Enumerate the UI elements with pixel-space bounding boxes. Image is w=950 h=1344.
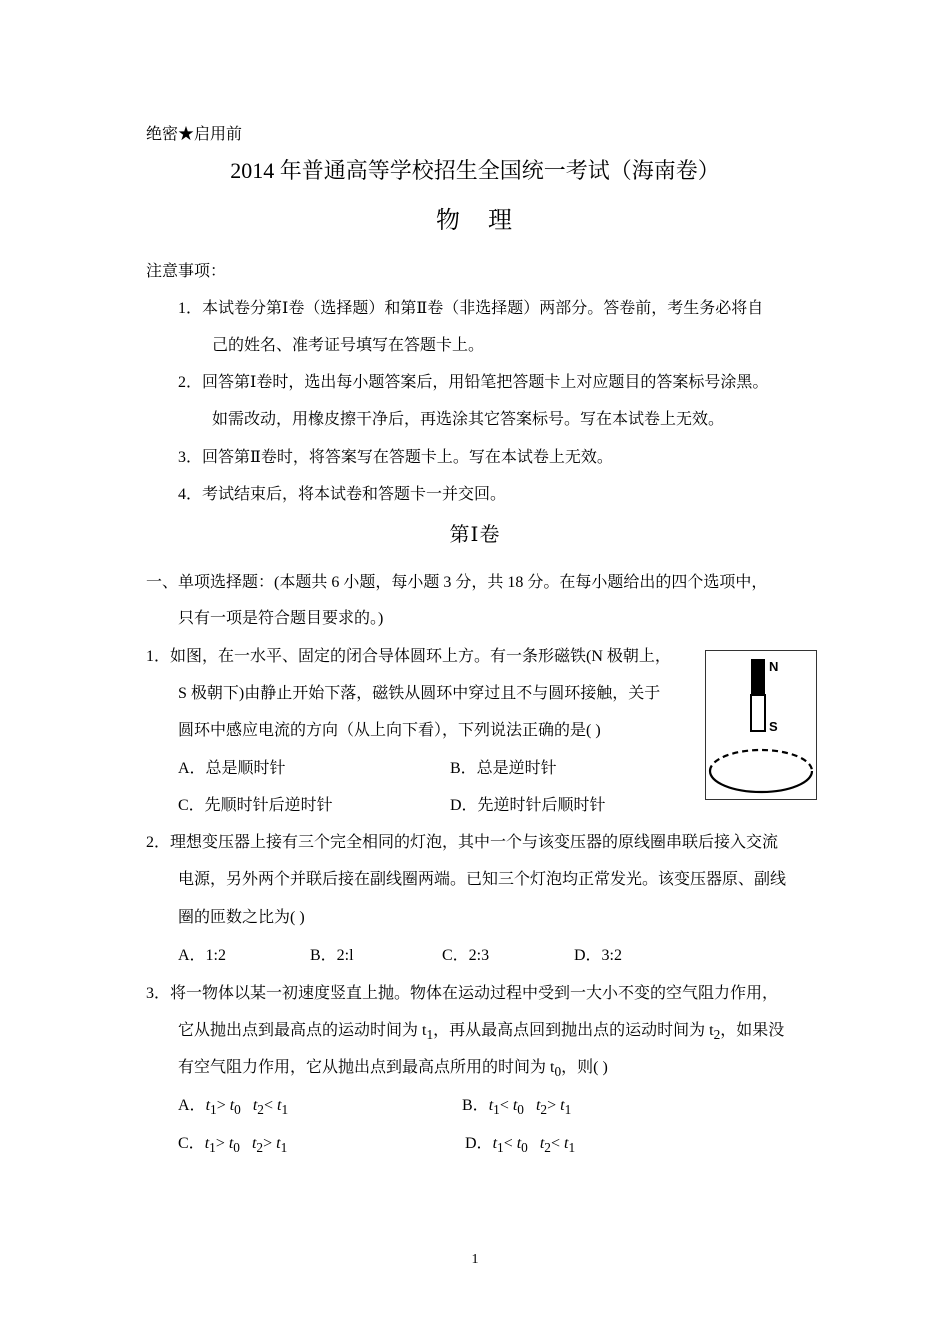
q1-option-a: A．总是顺时针 bbox=[178, 760, 286, 777]
q3-d-t1: t bbox=[492, 1135, 498, 1152]
q3-c-s1: 1 bbox=[209, 1140, 216, 1156]
q3-a-t3: t bbox=[252, 1097, 258, 1114]
q3-b-op1: < bbox=[499, 1097, 513, 1114]
q3-a-op1: > bbox=[216, 1097, 230, 1114]
magnet-ring-diagram bbox=[706, 651, 816, 799]
q3-a-s1: 1 bbox=[210, 1102, 217, 1118]
q3-a-t4: t bbox=[277, 1097, 282, 1114]
q1-line1: 1．如图，在一水平、固定的闭合导体圆环上方。有一条形磁铁(N 极朝上， bbox=[146, 648, 671, 665]
q3-c-op1: > bbox=[215, 1135, 229, 1152]
q3-d-s3: 2 bbox=[544, 1140, 551, 1156]
q3-option-d bbox=[465, 1134, 575, 1158]
q2-line1: 2．理想变压器上接有三个完全相同的灯泡，其中一个与该变压器的原线圈串联后接入交流 bbox=[146, 834, 779, 851]
ring-front-solid bbox=[710, 771, 812, 792]
q3-c-op2: > bbox=[263, 1135, 277, 1152]
q3-d-s4: 1 bbox=[568, 1140, 576, 1156]
q3-a-s4: 1 bbox=[281, 1102, 289, 1118]
q3-d-s2: 0 bbox=[521, 1140, 528, 1156]
notice-item-4: 4．考试结束后，将本试卷和答题卡一并交回。 bbox=[178, 486, 507, 503]
q3-b-t3: t bbox=[535, 1097, 541, 1114]
q2-line2: 电源，另外两个并联后接在副线圈两端。已知三个灯泡均正常发光。该变压器原、副线 bbox=[178, 871, 787, 888]
q3-a-s2: 0 bbox=[234, 1102, 241, 1118]
q3-a-s3: 2 bbox=[257, 1102, 264, 1118]
q3-d-s1: 1 bbox=[497, 1140, 504, 1156]
q3-d-t2: t bbox=[516, 1135, 522, 1152]
q3-option-b bbox=[462, 1096, 571, 1120]
q3-b-s3: 2 bbox=[540, 1102, 548, 1118]
q3-option-d-label: D． bbox=[465, 1135, 493, 1152]
q3-line3 bbox=[178, 1058, 608, 1082]
exam-title: 2014 年普通高等学校招生全国统一考试（海南卷） bbox=[230, 158, 720, 183]
q3-d-t3: t bbox=[539, 1135, 545, 1152]
q3-b-s1: 1 bbox=[493, 1102, 500, 1118]
notice-item-1-line2: 己的姓名、准考证号填写在答题卡上。 bbox=[212, 337, 485, 354]
q3-line1: 3．将一物体以某一初速度竖直上抛。物体在运动过程中受到一大小不变的空气阻力作用， bbox=[146, 985, 779, 1002]
q1-line2: S 极朝下)由静止开始下落，磁铁从圆环中穿过且不与圆环接触，关于 bbox=[178, 685, 661, 702]
confidential-mark: 绝密★启用前 bbox=[146, 126, 243, 143]
magnet-south-half bbox=[751, 695, 765, 731]
q1-option-c: C．先顺时针后逆时针 bbox=[178, 797, 333, 814]
q3-d-t4: t bbox=[564, 1135, 569, 1152]
q3-b-t4: t bbox=[560, 1097, 565, 1114]
q3-b-t1: t bbox=[488, 1097, 494, 1114]
north-label: N bbox=[769, 659, 779, 674]
q3-c-t2: t bbox=[228, 1135, 234, 1152]
q2-option-c: C．2:3 bbox=[442, 947, 490, 964]
notice-heading: 注意事项： bbox=[146, 263, 227, 280]
q1-line3: 圆环中感应电流的方向（从上向下看），下列说法正确的是( ) bbox=[178, 722, 601, 739]
q2-line3: 圈的匝数之比为( ) bbox=[178, 909, 305, 926]
q3-b-s4: 1 bbox=[564, 1102, 572, 1118]
q3-line2-sub2: 2 bbox=[713, 1027, 721, 1043]
subject-title: 物 理 bbox=[436, 208, 514, 234]
q3-c-t1: t bbox=[204, 1135, 210, 1152]
q3-d-op2: < bbox=[550, 1135, 564, 1152]
q3-line3-sub: 0 bbox=[554, 1064, 562, 1080]
section-title: 第Ⅰ卷 bbox=[449, 524, 501, 546]
notice-item-3: 3．回答第Ⅱ卷时，将答案写在答题卡上。写在本试卷上无效。 bbox=[178, 449, 613, 466]
q1-figure bbox=[705, 650, 817, 800]
q3-line2-part-c: ，如果没 bbox=[720, 1022, 785, 1039]
q2-option-d: D．3:2 bbox=[574, 947, 623, 964]
q3-c-s4: 1 bbox=[280, 1140, 288, 1156]
q3-a-op2: < bbox=[263, 1097, 277, 1114]
q3-c-t4: t bbox=[276, 1135, 281, 1152]
q3-option-c bbox=[178, 1134, 287, 1158]
q3-option-a-label: A． bbox=[178, 1097, 206, 1114]
q3-option-a bbox=[178, 1096, 288, 1120]
q1-option-d: D．先逆时针后顺时针 bbox=[450, 797, 606, 814]
q2-option-a: A．1:2 bbox=[178, 947, 227, 964]
q3-b-s2: 0 bbox=[517, 1102, 524, 1118]
magnet-north-half bbox=[751, 659, 765, 695]
q2-option-b: B．2:l bbox=[310, 947, 354, 964]
page-number: 1 bbox=[471, 1252, 479, 1267]
q3-d-op1: < bbox=[503, 1135, 517, 1152]
q3-line3-part-a: 有空气阻力作用，它从抛出点到最高点所用的时间为 t bbox=[178, 1059, 555, 1076]
q1-option-b: B．总是逆时针 bbox=[450, 760, 557, 777]
q3-b-op2: > bbox=[547, 1097, 561, 1114]
q3-line2-part-a: 它从抛出点到最高点的运动时间为 t bbox=[178, 1022, 427, 1039]
q3-c-t3: t bbox=[251, 1135, 257, 1152]
q3-b-t2: t bbox=[512, 1097, 518, 1114]
notice-item-2-line2: 如需改动，用橡皮擦干净后，再选涂其它答案标号。写在本试卷上无效。 bbox=[212, 411, 725, 428]
q3-line2-part-b: ，再从最高点回到抛出点的运动时间为 t bbox=[433, 1022, 714, 1039]
notice-item-2-line1: 2．回答第Ⅰ卷时，选出每小题答案后，用铅笔把答题卡上对应题目的答案标号涂黑。 bbox=[178, 374, 769, 391]
q3-line2 bbox=[178, 1021, 784, 1045]
q3-option-c-label: C． bbox=[178, 1135, 205, 1152]
south-label: S bbox=[769, 719, 778, 734]
q3-c-s3: 2 bbox=[256, 1140, 264, 1156]
section-intro-line1: 一、单项选择题：(本题共 6 小题，每小题 3 分，共 18 分。在每小题给出的四个选项中， bbox=[146, 574, 768, 591]
q3-a-t1: t bbox=[205, 1097, 211, 1114]
q3-a-t2: t bbox=[229, 1097, 235, 1114]
ring-back-dashed bbox=[710, 750, 812, 771]
q3-option-b-label: B． bbox=[462, 1097, 489, 1114]
section-intro-line2: 只有一项是符合题目要求的。) bbox=[178, 610, 384, 627]
q3-c-s2: 0 bbox=[233, 1140, 240, 1156]
q3-line3-part-b: ，则( ) bbox=[561, 1059, 608, 1076]
q3-line2-sub1: 1 bbox=[426, 1027, 434, 1043]
notice-item-1-line1: 1．本试卷分第Ⅰ卷（选择题）和第Ⅱ卷（非选择题）两部分。答卷前，考生务必将自 bbox=[178, 300, 764, 317]
